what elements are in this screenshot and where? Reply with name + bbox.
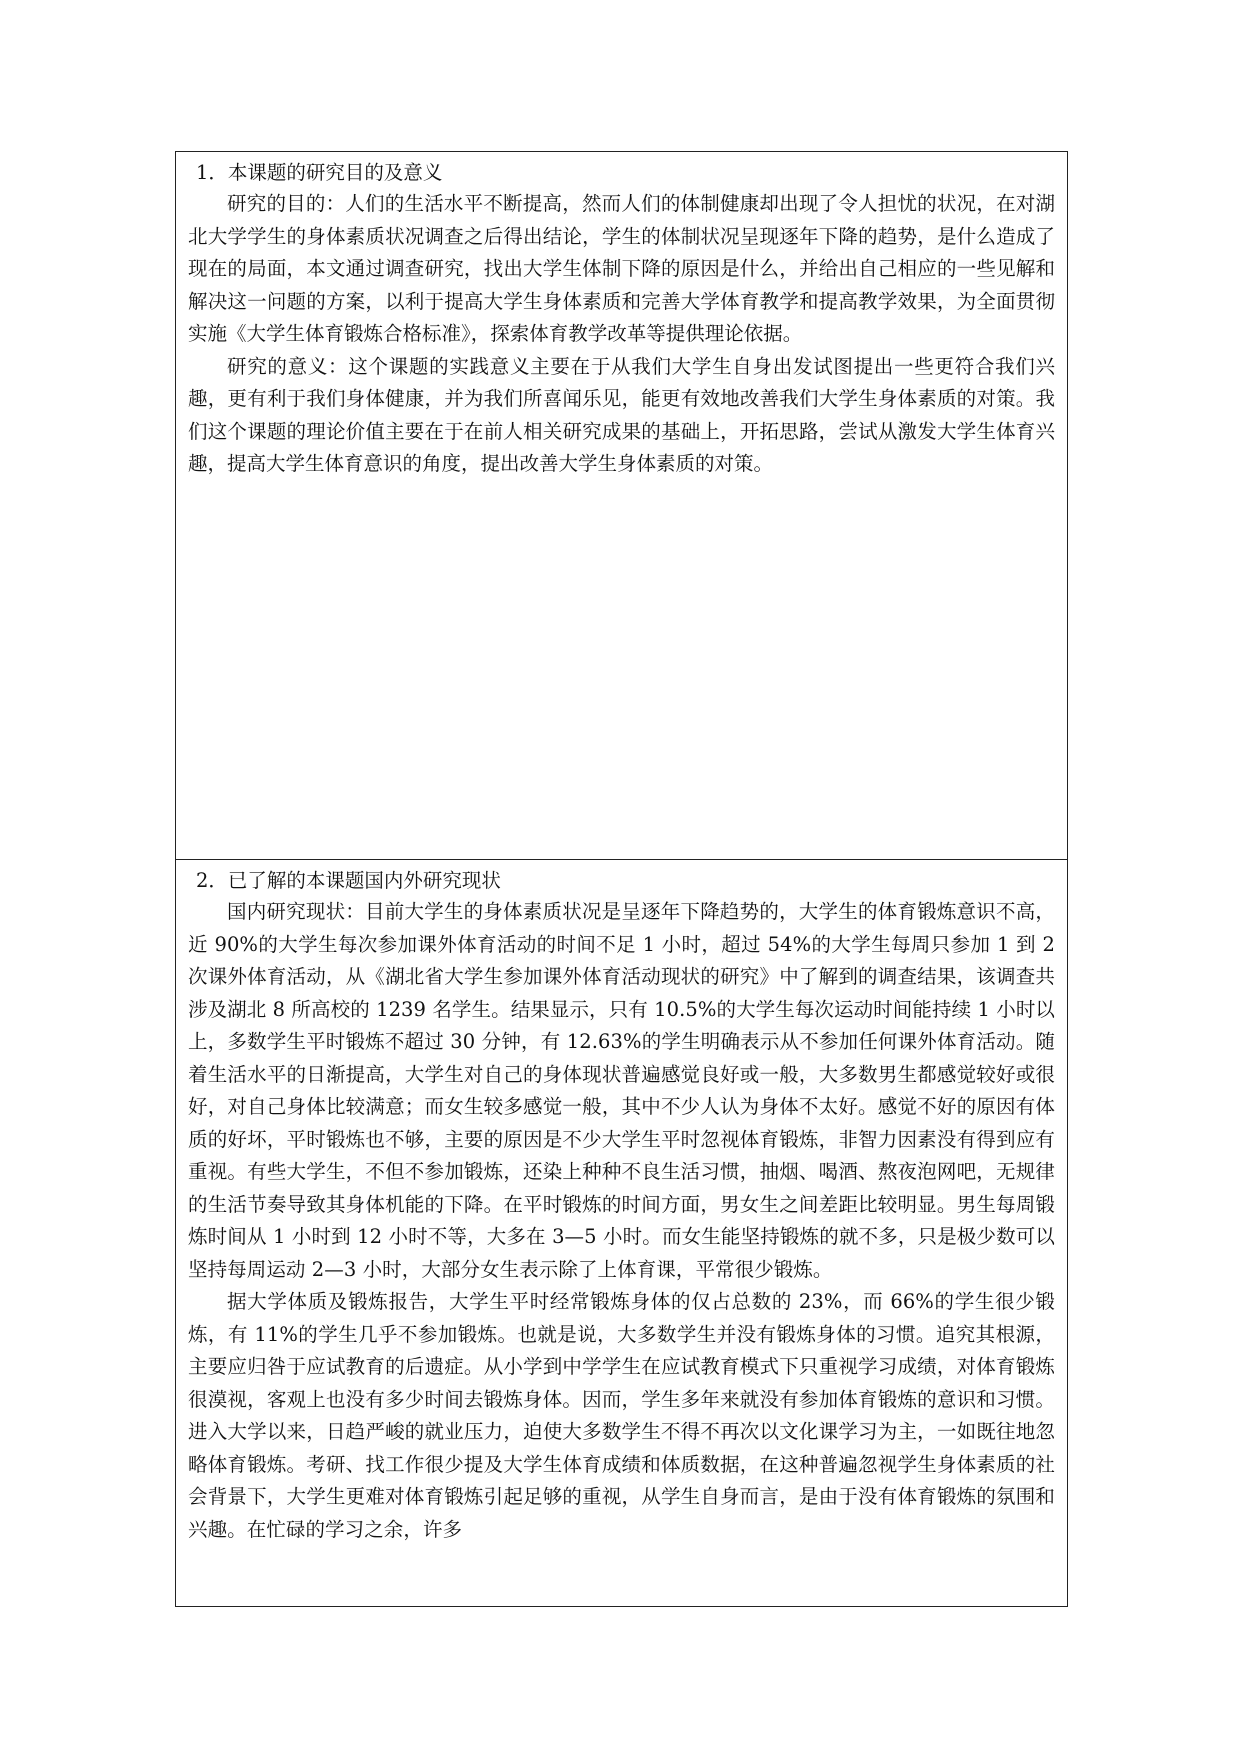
section-research-purpose: [176, 152, 1067, 860]
proposal-table: [175, 151, 1068, 1607]
paragraph-significance: 研究的意义：这个课题的实践意义主要在于从我们大学生自身出发试图提出一些更符合我们兴趣，更有利于我们身体健康，并为我们所喜闻乐见，能更有效地改善我们大学生身体素质的对策。我们这个课题的理论价值主要在于在前人相关研究成果的基础上，开拓思路，尝试从激发大学生体育兴趣，提高大学生体育意识的角度，提出改善大学生身体素质的对策。: [188, 354, 1055, 475]
section-research-status: [176, 860, 1067, 1606]
paragraph-purpose: 研究的目的：人们的生活水平不断提高，然而人们的体制健康却出现了令人担忧的状况，在对湖北大学学生的身体素质状况调查之后得出结论，学生的体制状况呈现逐年下降的趋势，是什么造成了现在的局面，本文通过调查研究，找出大学生体制下降的原因是什么，并给出自己相应的一些见解和解决这一问题的方案，以利于提高大学生身体素质和完善大学体育教学和提高教学效果，为全面贯彻实施《大学生体育锻炼合格标准》，探索体育教学改革等提供理论依据。: [188, 192, 1055, 345]
paragraph-domestic-status: 国内研究现状：目前大学生的身体素质状况是呈逐年下降趋势的，大学生的体育锻炼意识不高，近 90%的大学生每次参加课外体育活动的时间不足 1 小时，超过 54%的大学生每周只参加 1 到 2 次课外体育活动，从《湖北省大学生参加课外体育活动现状的研究》中了解到的调查结果，该调查共涉及湖北 8 所高校的 1239 名学生。结果显示，只有 10.5%的大学生每次运动时间能持续 1 小时以上，多数学生平时锻炼不超过 30 分钟，有 12.63%的学生明确表示从不参加任何课外体育活动。随着生活水平的日渐提高，大学生对自己的身体现状普遍感觉良好或一般，大多数男生都感觉较好或很好，对自己身体比较满意；而女生较多感觉一般，其中不少人认为身体不太好。感觉不好的原因有体质的好坏，平时锻炼也不够，主要的原因是不少大学生平时忽视体育锻炼，非智力因素没有得到应有重视。有些大学生，不但不参加锻炼，还染上种种不良生活习惯，抽烟、喝酒、熬夜泡网吧，无规律的生活节奏导致其身体机能的下降。在平时锻炼的时间方面，男女生之间差距比较明显。男生每周锻炼时间从 1 小时到 12 小时不等，大多在 3—5 小时。而女生能坚持锻炼的就不多，只是极少数可以坚持每周运动 2—3 小时，大部分女生表示除了上体育课，平常很少锻炼。: [188, 900, 1055, 1281]
section-heading: 2．已了解的本课题国内外研究现状: [196, 869, 501, 892]
section-heading: 1．本课题的研究目的及意义: [196, 161, 443, 184]
paragraph-fitness-report: 据大学体质及锻炼报告，大学生平时经常锻炼身体的仅占总数的 23%，而 66%的学生很少锻炼，有 11%的学生几乎不参加锻炼。也就是说，大多数学生并没有锻炼身体的习惯。追究其根源，主要应归咎于应试教育的后遗症。从小学到中学学生在应试教育模式下只重视学习成绩，对体育锻炼很漠视，客观上也没有多少时间去锻炼身体。因而，学生多年来就没有参加体育锻炼的意识和习惯。进入大学以来，日趋严峻的就业压力，迫使大多数学生不得不再次以文化课学习为主，一如既往地忽略体育锻炼。考研、找工作很少提及大学生体育成绩和体质数据，在这种普遍忽视学生身体素质的社会背景下，大学生更难对体育锻炼引起足够的重视，从学生自身而言，是由于没有体育锻炼的氛围和兴趣。在忙碌的学习之余，许多: [188, 1290, 1055, 1541]
